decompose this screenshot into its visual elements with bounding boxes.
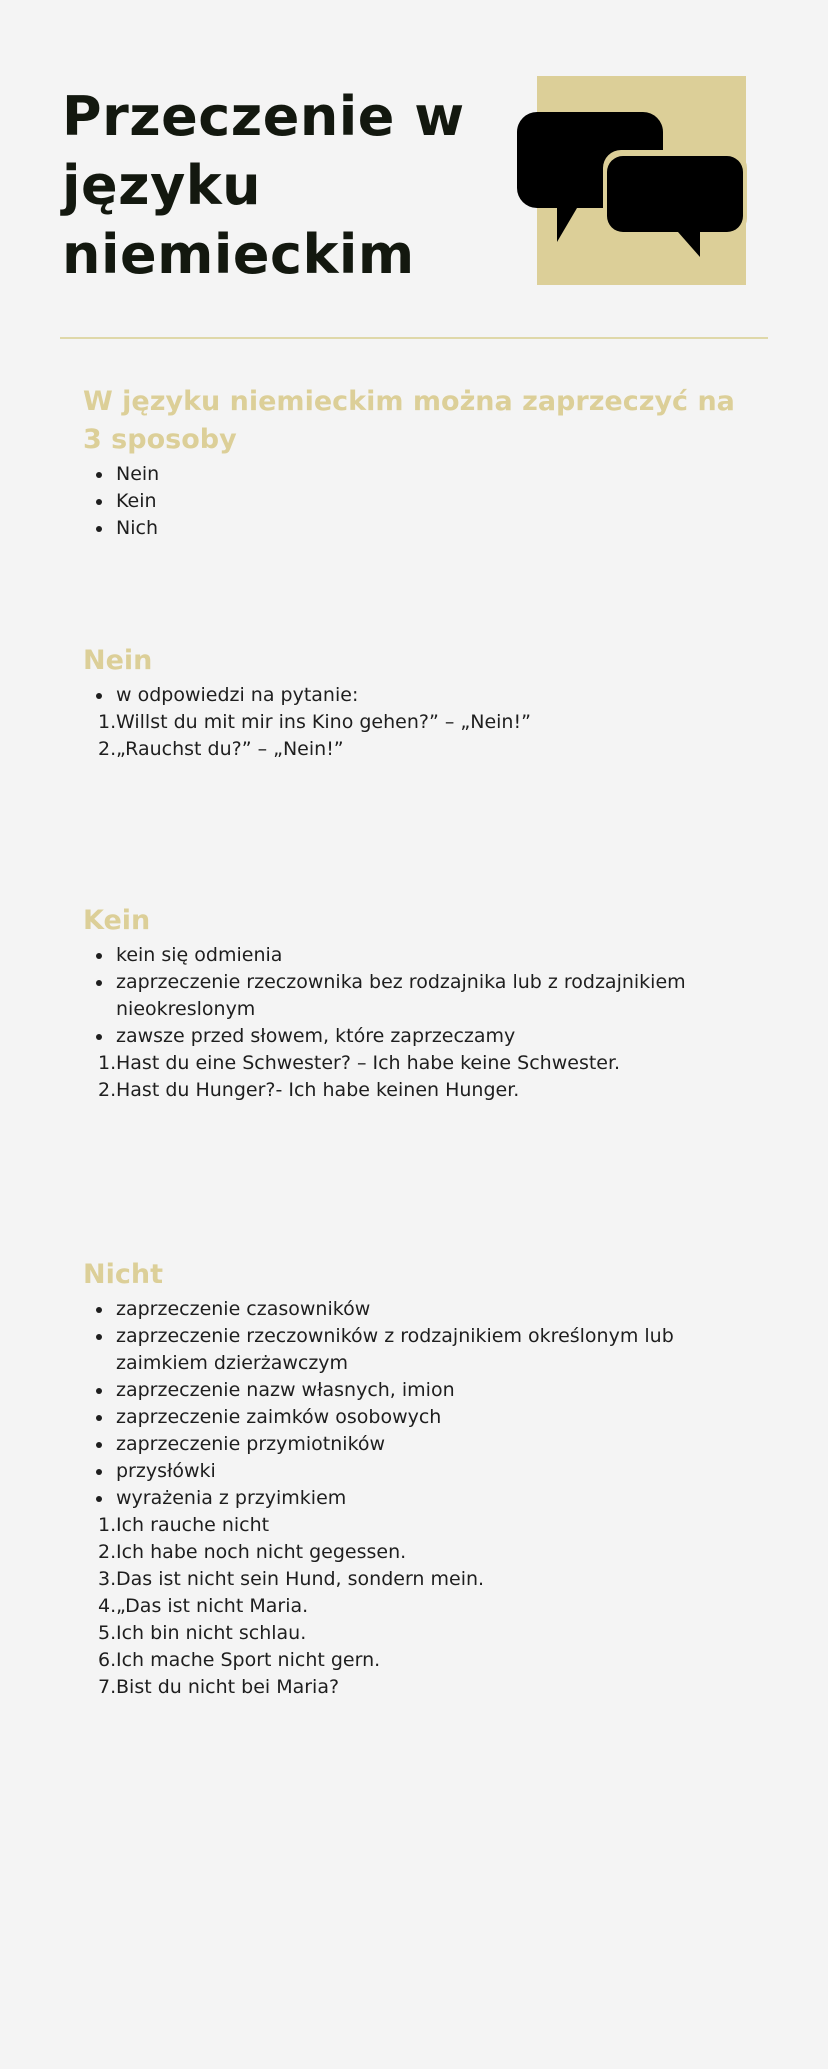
list-item: 2. „Rauchst du?” – „Nein!” (98, 738, 344, 760)
list-item: 1. Hast du eine Schwester? – Ich habe keine Schwester. (98, 1052, 621, 1074)
list-item: zaprzeczenie rzeczownika bez rodzajnika lub z rodzajnikiem nieokreslonym (83, 969, 763, 1023)
list-item: kein się odmienia (83, 942, 763, 969)
list-item: zaprzeczenie czasowników (83, 1296, 763, 1323)
list-item: zaprzeczenie rzeczowników z rodzajnikiem określonym lub zaimkiem dzierżawczym (83, 1323, 763, 1377)
list-item: 2. Ich habe noch nicht gegessen. (98, 1541, 407, 1563)
list-item: 1. Willst du mit mir ins Kino gehen?” – „Nein!” (98, 711, 531, 733)
numbered-list (83, 1050, 763, 1104)
list-item: 5. Ich bin nicht schlau. (98, 1622, 307, 1644)
speech-bubbles-icon (515, 112, 747, 262)
list-item: 2. Hast du Hunger?- Ich habe keinen Hunger. (98, 1079, 520, 1101)
list-item: zaprzeczenie przymiotników (83, 1431, 763, 1458)
list-item: 7. Bist du nicht bei Maria? (98, 1676, 340, 1698)
section-title: Kein (83, 905, 151, 936)
section-title: W języku niemieckim można zaprzeczyć na 3 sposoby (83, 386, 735, 455)
list-item: Kein (83, 488, 763, 515)
list-item: 3. Das ist nicht sein Hund, sondern mein. (98, 1568, 485, 1590)
list-item: wyrażenia z przyimkiem (83, 1485, 763, 1512)
list-item: zaprzeczenie nazw własnych, imion (83, 1377, 763, 1404)
page-title: Przeczenie w języku niemieckim (62, 85, 465, 286)
header-divider (60, 337, 768, 339)
section-intro (83, 383, 763, 542)
section-nein (83, 642, 763, 763)
list-item: 4. „Das ist nicht Maria. (98, 1595, 309, 1617)
section-title: Nicht (83, 1259, 163, 1290)
bullet-list (83, 682, 763, 709)
numbered-list (83, 709, 763, 763)
bullet-list (83, 1296, 763, 1512)
list-item: w odpowiedzi na pytanie: (83, 682, 763, 709)
section-title: Nein (83, 645, 153, 676)
list-item: 1. Ich rauche nicht (98, 1514, 270, 1536)
numbered-list (83, 1512, 763, 1701)
list-item: zawsze przed słowem, które zaprzeczamy (83, 1023, 763, 1050)
list-item: Nich (83, 515, 763, 542)
list-item: przysłówki (83, 1458, 763, 1485)
list-item: Nein (83, 461, 763, 488)
section-kein (83, 902, 763, 1104)
bullet-list (83, 942, 763, 1050)
list-item: zaprzeczenie zaimków osobowych (83, 1404, 763, 1431)
bullet-list (83, 461, 763, 542)
list-item: 6. Ich mache Sport nicht gern. (98, 1649, 381, 1671)
section-nicht (83, 1256, 763, 1701)
